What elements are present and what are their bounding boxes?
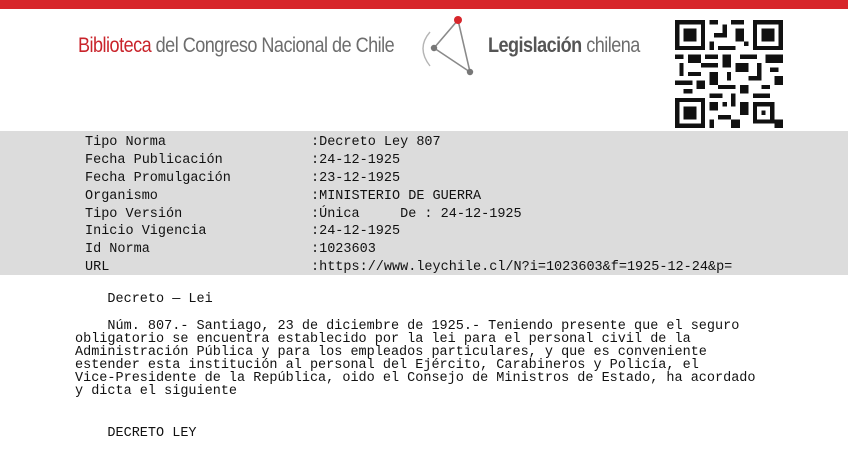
meta-key: Fecha Promulgación (85, 171, 231, 186)
meta-row-tipo-norma (0, 134, 848, 152)
meta-value: :Única De : 24-12-1925 (311, 207, 522, 222)
meta-value: :MINISTERIO DE GUERRA (311, 189, 482, 204)
meta-key: Id Norma (85, 242, 150, 257)
bcn-logo-text (78, 34, 394, 58)
paragraph-line: Administración Pública y para los empleados particulares, y que es conveniente (75, 345, 707, 360)
top-red-bar (0, 0, 848, 9)
logo-chilena: chilena (581, 34, 640, 57)
paragraph-line: Núm. 807.- Santiago, 23 de diciembre de 1925.- Teniendo presente que el seguro (75, 319, 740, 334)
meta-key: URL (85, 260, 110, 275)
meta-key: Fecha Publicación (85, 153, 223, 168)
meta-row-organismo (0, 188, 848, 206)
logo-congreso: del Congreso Nacional de Chile (151, 34, 395, 57)
meta-value: :1023603 (311, 242, 376, 257)
legislacion-logo-icon (410, 14, 480, 84)
document-title: Decreto — Lei (75, 292, 213, 307)
meta-key: Organismo (85, 189, 158, 204)
meta-value: :24-12-1925 (311, 224, 401, 239)
meta-value: :23-12-1925 (311, 171, 401, 186)
meta-key: Tipo Norma (85, 135, 167, 150)
meta-value: :Decreto Ley 807 (311, 135, 441, 150)
paragraph-line: Vice-Presidente de la República, oido el Consejo de Ministros de Estado, ha acordado (75, 371, 756, 386)
paragraph-line: estender esta institución al personal del Ejército, Carabineros y Policía, el (75, 358, 699, 373)
logo-biblioteca: Biblioteca (78, 34, 152, 57)
meta-value: :24-12-1925 (311, 153, 401, 168)
meta-row-id-norma (0, 241, 848, 259)
logo-legislacion: Legislación (488, 34, 582, 57)
legislacion-chilena-text (488, 34, 640, 58)
decree-heading: DECRETO LEY (75, 426, 197, 441)
meta-row-tipo-version (0, 206, 848, 224)
metadata-panel (0, 131, 848, 275)
meta-row-url (0, 259, 848, 277)
meta-row-fecha-publicacion (0, 152, 848, 170)
paragraph-line: obligatorio se encuentra establecido por la lei para el personal civil de la (75, 332, 691, 347)
meta-row-inicio-vigencia (0, 223, 848, 241)
meta-row-fecha-promulgacion (0, 170, 848, 188)
url-link[interactable]: :https://www.leychile.cl/N?i=1023603&f=1925-12-24&p= (311, 260, 733, 275)
meta-key: Tipo Versión (85, 207, 183, 222)
meta-key: Inicio Vigencia (85, 224, 207, 239)
qr-code-icon (675, 20, 783, 128)
paragraph-line: y dicta el siguiente (75, 384, 238, 399)
